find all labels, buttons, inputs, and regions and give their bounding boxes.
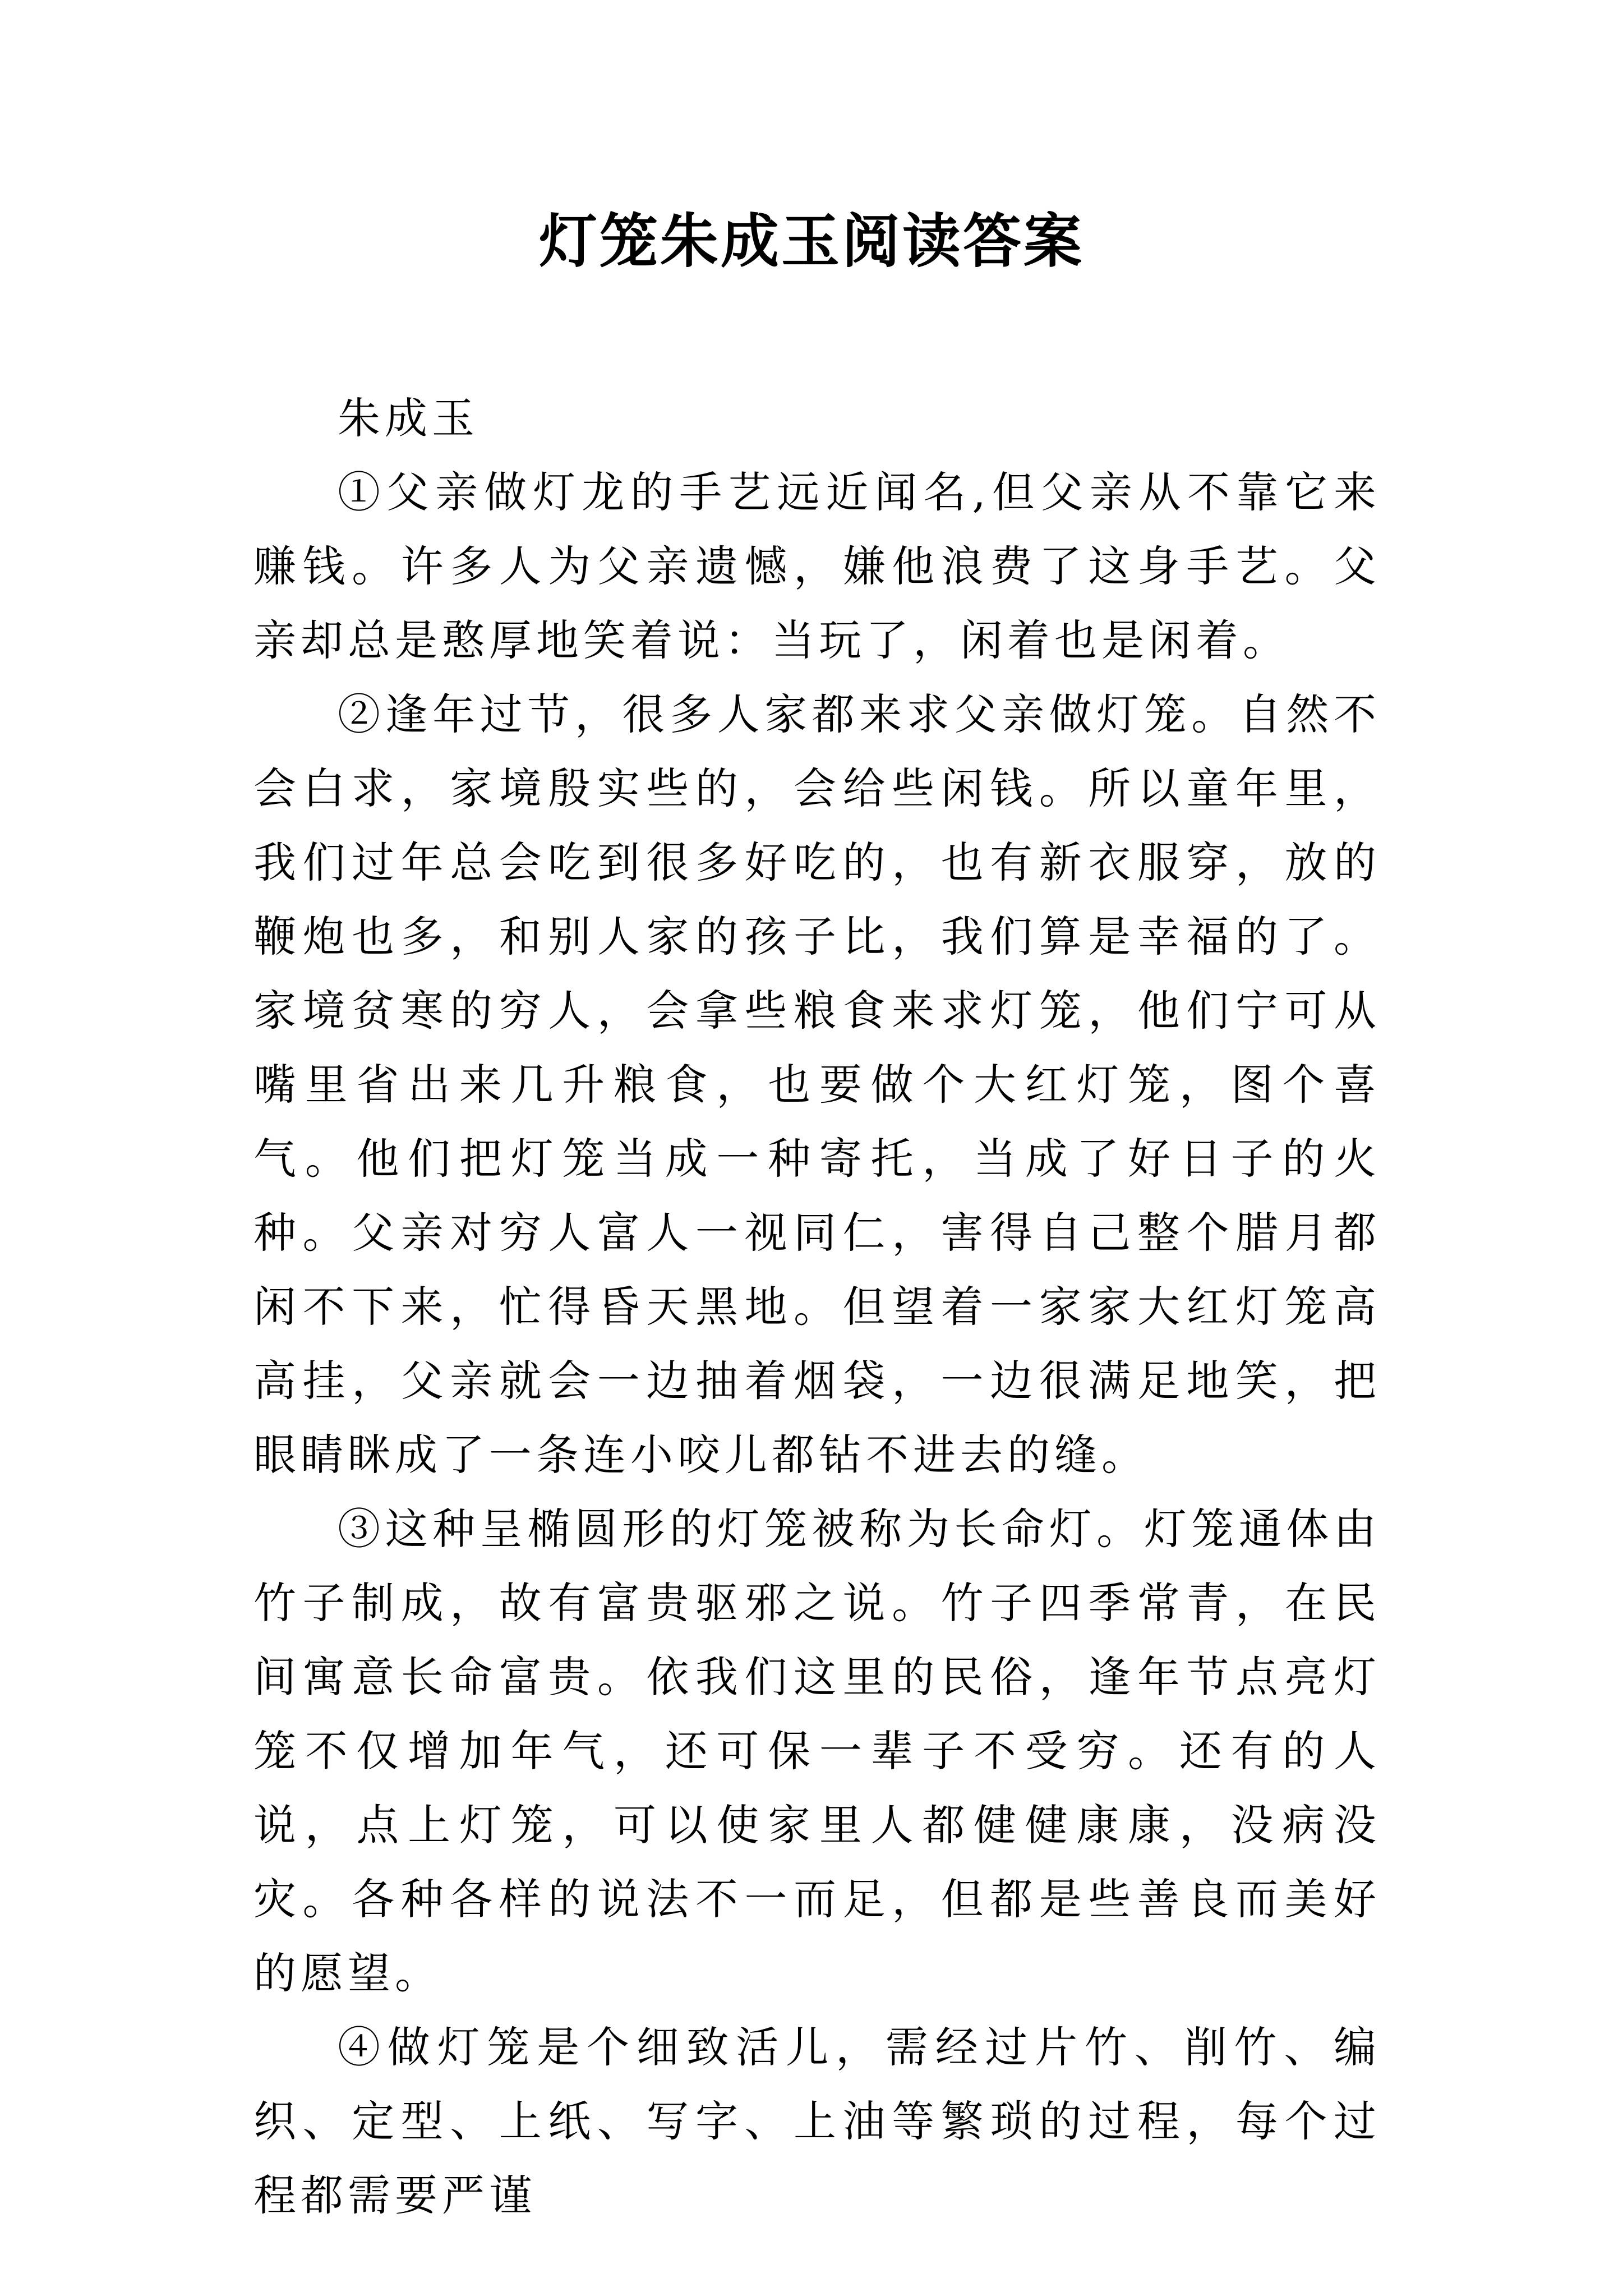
paragraph-2: ②逢年过节，很多人家都来求父亲做灯笼。自然不会白求，家境殷实些的，会给些闲钱。所以童年里，我们过年总会吃到很多好吃的，也有新衣服穿，放的鞭炮也多，和别人家的孩子比，我们算是幸福的了。家境贫寒的穷人，会拿些粮食来求灯笼，他们宁可从嘴里省出来几升粮食，也要做个大红灯笼，图个喜气。他们把灯笼当成一种寄托，当成了好日子的火种。父亲对穷人富人一视同仁，害得自己整个腊月都闲不下来，忙得昏天黑地。但望着一家家大红灯笼高高挂，父亲就会一边抽着烟袋，一边很满足地笑，把眼睛眯成了一条连小咬儿都钻不进去的缝。	[253, 689, 1381, 1480]
paragraph-4: ④做灯笼是个细致活儿，需经过片竹、削竹、编织、定型、上纸、写字、上油等繁琐的过程，每个过程都需要严谨	[253, 2022, 1381, 2220]
author-name: 朱成玉	[338, 393, 479, 443]
paragraph-3: ③这种呈椭圆形的灯笼被称为长命灯。灯笼通体由竹子制成，故有富贵驱邪之说。竹子四季常青，在民间寓意长命富贵。依我们这里的民俗，逢年节点亮灯笼不仅增加年气，还可保一辈子不受穷。还有的人说，点上灯笼，可以使家里人都健健康康，没病没灾。各种各样的说法不一而足，但都是些善良而美好的愿望。	[253, 1504, 1381, 1998]
document-body	[253, 381, 1381, 2233]
document-title: 灯笼朱成玉阅读答案	[538, 206, 1084, 275]
paragraph-1: ①父亲做灯龙的手艺远近闻名,但父亲从不靠它来赚钱。许多人为父亲遗憾，嫌他浪费了这身手艺。父亲却总是憨厚地笑着说：当玩了，闲着也是闲着。	[253, 467, 1381, 665]
